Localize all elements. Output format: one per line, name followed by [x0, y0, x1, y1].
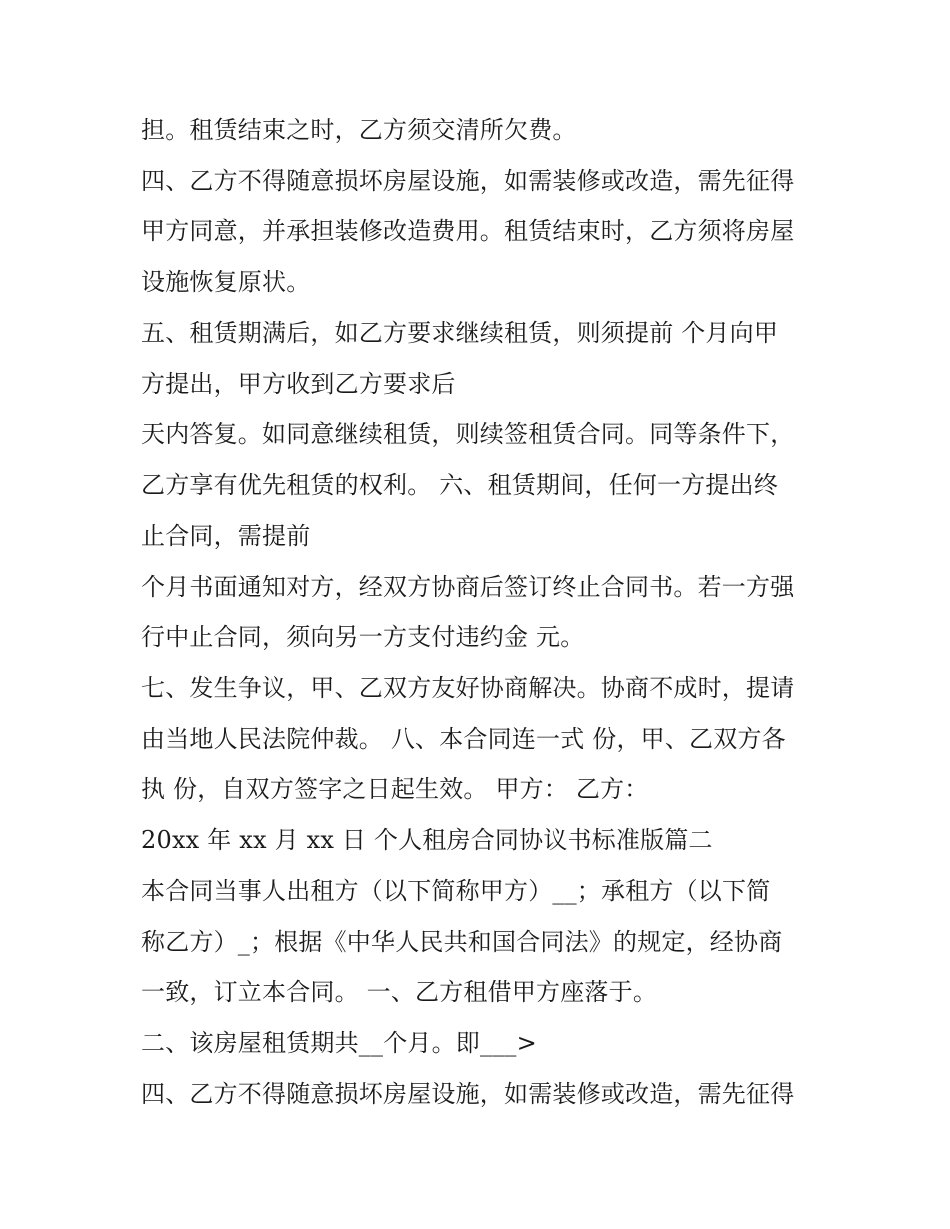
text-line: 由当地人民法院仲裁。 八、本合同连一式 份，甲、乙双方各: [141, 725, 786, 753]
text-line: 甲方同意，并承担装修改造费用。租赁结束时，乙方须将房屋: [141, 217, 795, 245]
text-line: 20xx 年 xx 月 xx 日 个人租房合同协议书标准版篇二: [141, 826, 713, 854]
text-line: 一致，订立本合同。 一、乙方租借甲方座落于。: [141, 978, 658, 1006]
text-line: 称乙方）_；根据《中华人民共和国合同法》的规定，经协商: [141, 928, 783, 956]
text-line: 本合同当事人出租方（以下简称甲方）__；承租方（以下简: [141, 877, 771, 905]
text-line: 五、租赁期满后，如乙方要求继续租赁，则须提前 个月向甲: [141, 319, 779, 347]
text-line: 乙方享有优先租赁的权利。 六、租赁期间，任何一方提出终: [141, 471, 779, 499]
text-line: 方提出，甲方收到乙方要求后: [141, 370, 456, 398]
text-line: 天内答复。如同意继续租赁，则续签租赁合同。同等条件下，: [141, 420, 795, 448]
text-line: 止合同，需提前: [141, 522, 311, 550]
text-line: 个月书面通知对方，经双方协商后签订终止合同书。若一方强: [141, 573, 795, 601]
text-line: 七、发生争议，甲、乙双方友好协商解决。协商不成时，提请: [141, 674, 795, 702]
text-line: 行中止合同，须向另一方支付违约金 元。: [141, 623, 585, 651]
text-line: 二、该房屋租赁期共__个月。即___>: [141, 1029, 537, 1057]
text-line: 设施恢复原状。: [141, 268, 311, 296]
text-line: 四、乙方不得随意损坏房屋设施，如需装修或改造，需先征得: [141, 167, 795, 195]
text-line: 执 份，自双方签字之日起生效。 甲方： 乙方：: [141, 775, 649, 803]
text-line: 担。租赁结束之时，乙方须交清所欠费。: [141, 116, 577, 144]
text-line: 四、乙方不得随意损坏房屋设施，如需装修或改造，需先征得: [141, 1080, 795, 1108]
